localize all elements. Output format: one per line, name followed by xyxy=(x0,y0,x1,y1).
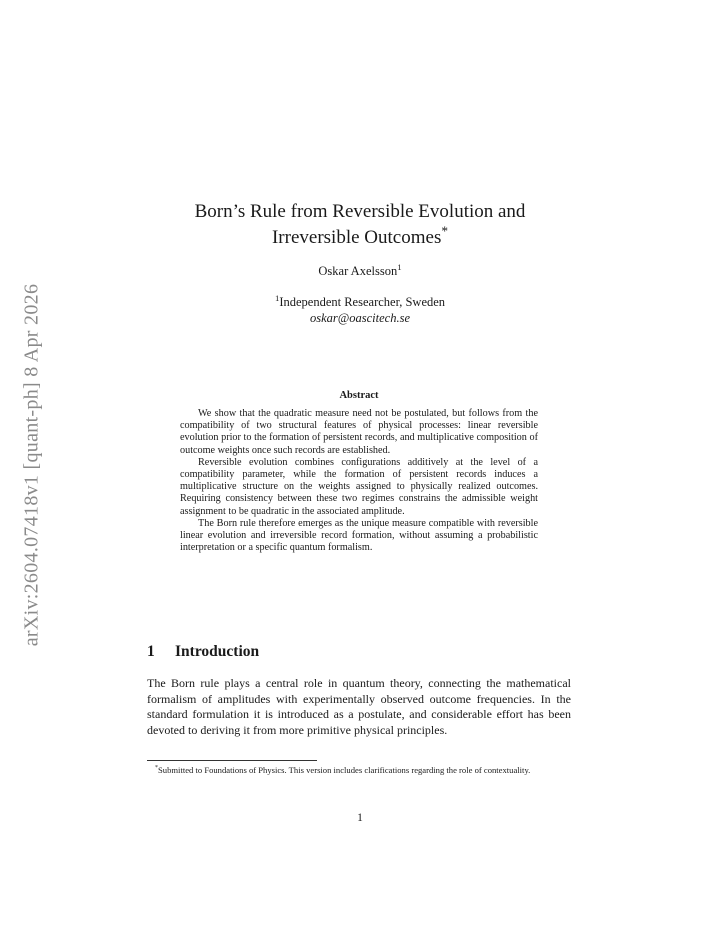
footnote-text: Submitted to Foundations of Physics. This version includes clarifications regarding the role of contextuality. xyxy=(158,765,531,775)
affiliation-marker: 1 xyxy=(274,292,280,303)
title-line-1: Born’s Rule from Reversible Evolution and xyxy=(194,201,526,222)
title-line-2-text: Irreversible Outcomes xyxy=(271,227,442,248)
affiliation-block xyxy=(140,294,580,326)
footnote-marker: * xyxy=(155,765,158,772)
section-title: Introduction xyxy=(175,643,260,660)
affiliation-text: Independent Researcher, Sweden xyxy=(279,295,446,309)
title-line-2 xyxy=(140,225,580,251)
introduction-paragraph: The Born rule plays a central role in quantum theory, connecting the mathematical formalism of amplitudes with experimentally observed outcome frequencies. In the standard formulation it is introduced as a postulate, and considerable effort has been devoted to deriving it from more primitive physical principles. xyxy=(147,676,571,737)
page-number: 1 xyxy=(357,812,363,824)
abstract-body xyxy=(180,408,538,554)
arxiv-identifier-stamp: arXiv:2604.07418v1 [quant-ph] 8 Apr 2026 xyxy=(20,283,43,647)
section-number: 1 xyxy=(147,643,155,660)
introduction-body xyxy=(147,676,571,738)
author-email[interactable]: oskar@oascitech.se xyxy=(309,311,411,325)
author-name: Oskar Axelsson xyxy=(318,264,398,278)
affiliation-line xyxy=(140,294,580,310)
abstract-paragraph: Reversible evolution combines configurations additively at the level of a compatibility parameter, while the formation of persistent records induces a multiplicative structure on the weights assigned to physically realized outcomes. Requiring consistency between these two regimes constrains the admissible weight assignment to be quadratic in the associated amplitude. xyxy=(180,456,538,517)
footnote xyxy=(147,765,571,777)
paper-title xyxy=(140,199,580,251)
author-affiliation-marker: 1 xyxy=(397,261,402,272)
abstract-paragraph: We show that the quadratic measure need not be postulated, but follows from the compatibility of two structural features of physical processes: linear reversible evolution prior to the formation of persistent records, and multiplicative composition of outcome weights once such records are established. xyxy=(180,408,538,456)
author-line xyxy=(140,261,580,279)
abstract-paragraph: The Born rule therefore emerges as the unique measure compatible with reversible linear evolution and irreversible record formation, without assuming a probabilistic interpretation or a specific quantum formalism. xyxy=(180,517,538,554)
title-footnote-marker: * xyxy=(441,223,448,239)
abstract-heading: Abstract xyxy=(339,390,379,401)
section-heading-introduction xyxy=(147,643,259,661)
footnote-divider xyxy=(147,760,317,761)
